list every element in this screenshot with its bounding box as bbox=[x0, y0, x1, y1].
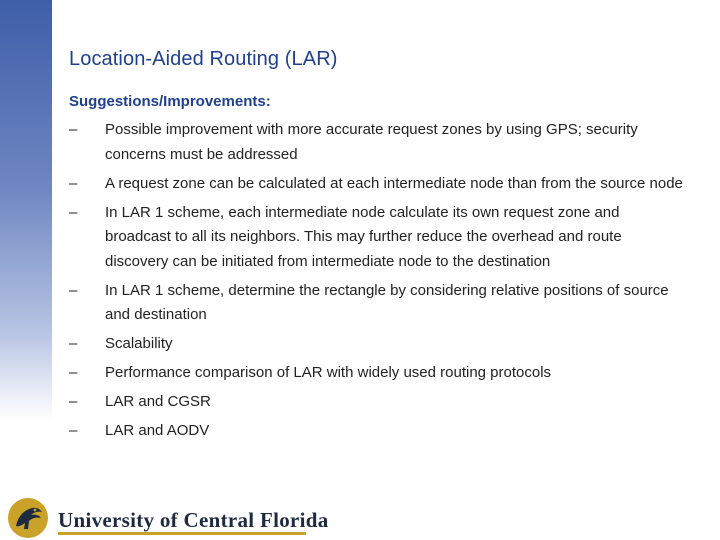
bullet-dash: – bbox=[69, 422, 78, 439]
bullet-dash: – bbox=[69, 121, 78, 138]
slide-subtitle: Suggestions/Improvements: bbox=[69, 93, 271, 110]
bullet-text: In LAR 1 scheme, each intermediate node calculate its own request zone and broadcast to all its neighbors. This may further reduce the overhead and route discovery can be initiated from intermediate node to the destination bbox=[105, 203, 622, 270]
bullet-text: A request zone can be calculated at each intermediate node than from the source node bbox=[105, 174, 683, 192]
university-name: University of Central Florida bbox=[58, 508, 329, 532]
bullet-dash: – bbox=[69, 174, 78, 192]
side-accent-bar bbox=[0, 0, 52, 420]
bullet-item bbox=[69, 419, 689, 444]
bullet-dash: – bbox=[69, 393, 78, 410]
bullet-text: LAR and AODV bbox=[105, 422, 210, 439]
bullet-text: LAR and CGSR bbox=[105, 393, 211, 410]
bullet-item bbox=[69, 361, 689, 386]
bullet-list bbox=[69, 118, 689, 448]
bullet-item bbox=[69, 201, 689, 275]
bullet-dash: – bbox=[69, 203, 78, 221]
bullet-dash: – bbox=[69, 335, 78, 352]
bullet-item bbox=[69, 172, 689, 197]
bullet-text: Scalability bbox=[105, 335, 173, 352]
slide-title: Location-Aided Routing (LAR) bbox=[69, 48, 338, 70]
pegasus-logo-icon bbox=[6, 496, 50, 540]
university-underline bbox=[58, 532, 306, 535]
bullet-item bbox=[69, 279, 689, 328]
bullet-dash: – bbox=[69, 364, 78, 381]
bullet-item bbox=[69, 332, 689, 357]
bullet-text: Possible improvement with more accurate request zones by using GPS; security concerns must be addressed bbox=[105, 121, 638, 163]
bullet-item bbox=[69, 390, 689, 415]
bullet-text: In LAR 1 scheme, determine the rectangle by considering relative positions of source and destination bbox=[105, 281, 669, 323]
bullet-dash: – bbox=[69, 281, 78, 299]
bullet-item bbox=[69, 118, 689, 167]
bullet-text: Performance comparison of LAR with widely used routing protocols bbox=[105, 364, 552, 381]
